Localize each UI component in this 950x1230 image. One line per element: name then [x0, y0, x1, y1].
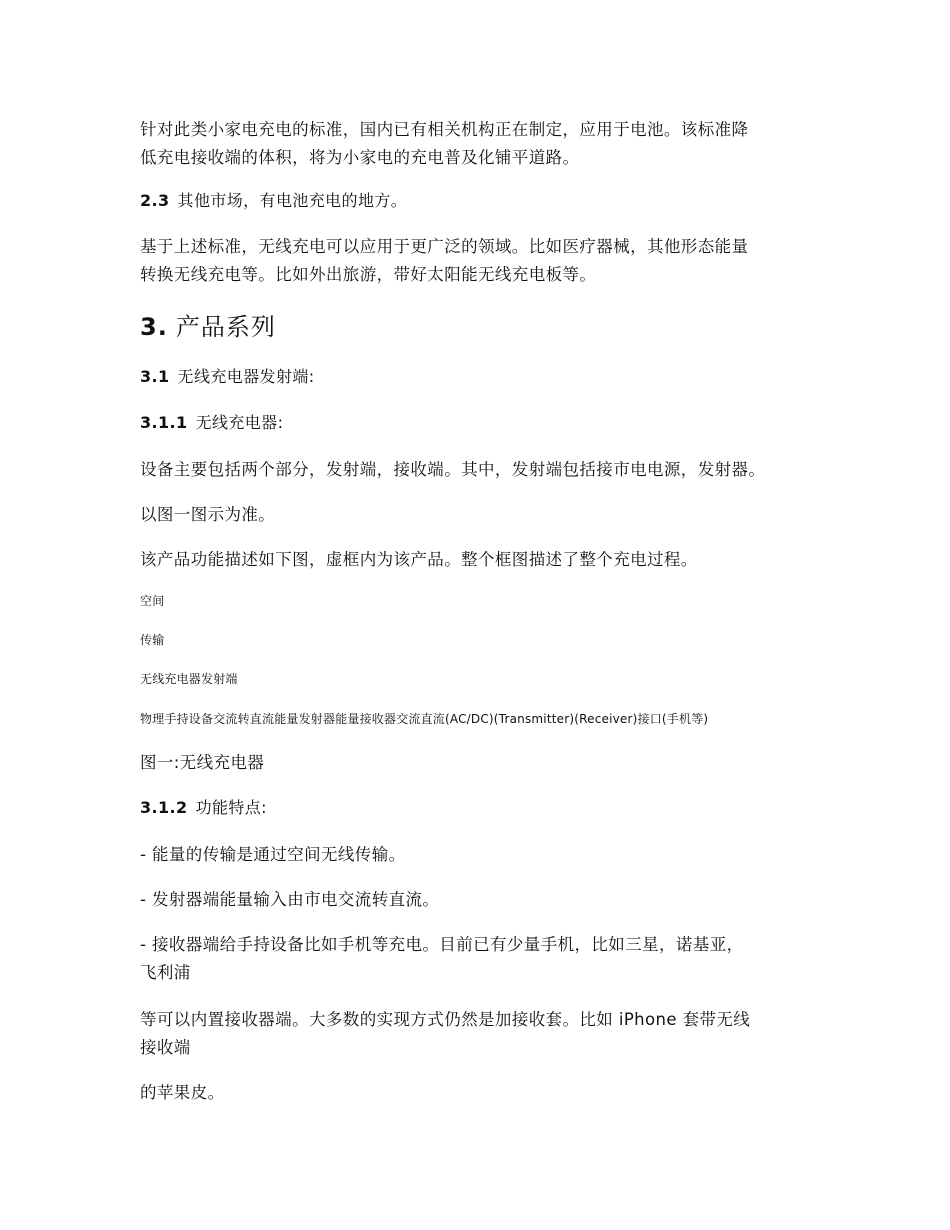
paragraph-line: 低充电接收端的体积，将为小家电的充电普及化铺平道路。 [140, 148, 580, 167]
section-heading-2-3 [140, 189, 407, 213]
diagram-label: 传输 [140, 633, 165, 647]
section-heading-3-1 [140, 365, 315, 389]
chapter-title: 产品系列 [175, 313, 276, 341]
chapter-number: 3. [140, 313, 168, 341]
paragraph-line: 转换无线充电等。比如外出旅游，带好太阳能无线充电板等。 [140, 265, 597, 284]
diagram-label: 无线充电器发射端 [140, 672, 238, 686]
list-item-continuation: 飞利浦 [140, 963, 191, 982]
section-number: 3.1 [140, 367, 170, 386]
list-item: - 接收器端给手持设备比如手机等充电。目前已有少量手机，比如三星，诺基亚， [140, 935, 744, 954]
section-number: 3.1.2 [140, 798, 188, 817]
list-item-continuation: 接收端 [140, 1038, 191, 1057]
paragraph-line: 设备主要包括两个部分，发射端，接收端。其中，发射端包括接市电电源，发射器。 [140, 460, 766, 479]
paragraph-line: 针对此类小家电充电的标准，国内已有相关机构正在制定，应用于电池。该标准降 [140, 120, 749, 139]
diagram-label: 物理手持设备交流转直流能量发射器能量接收器交流直流(AC/DC)(Transmitter)(Receiver)接口(手机等) [140, 712, 709, 726]
section-number: 2.3 [140, 191, 170, 210]
paragraph-line: 以图一图示为准。 [140, 505, 276, 524]
section-heading-3-1-2 [140, 796, 267, 820]
section-title: 无线充电器: [195, 413, 284, 432]
section-title: 无线充电器发射端: [177, 367, 315, 386]
list-item: - 能量的传输是通过空间无线传输。 [140, 845, 406, 864]
section-title: 其他市场，有电池充电的地方。 [177, 191, 408, 210]
list-item: 等可以内置接收器端。大多数的实现方式仍然是加接收套。比如 iPhone 套带无线 [140, 1010, 751, 1029]
diagram-label: 空间 [140, 594, 165, 608]
list-item: - 发射器端能量输入由市电交流转直流。 [140, 890, 440, 909]
list-item: 的苹果皮。 [140, 1083, 225, 1102]
section-title: 功能特点: [195, 798, 267, 817]
figure-caption: 图一:无线充电器 [140, 753, 265, 772]
section-heading-3-1-1 [140, 411, 283, 435]
paragraph-line: 该产品功能描述如下图，虚框内为该产品。整个框图描述了整个充电过程。 [140, 550, 698, 569]
paragraph-line: 基于上述标准，无线充电可以应用于更广泛的领域。比如医疗器械，其他形态能量 [140, 237, 749, 256]
section-number: 3.1.1 [140, 413, 188, 432]
chapter-heading-3 [140, 311, 276, 343]
